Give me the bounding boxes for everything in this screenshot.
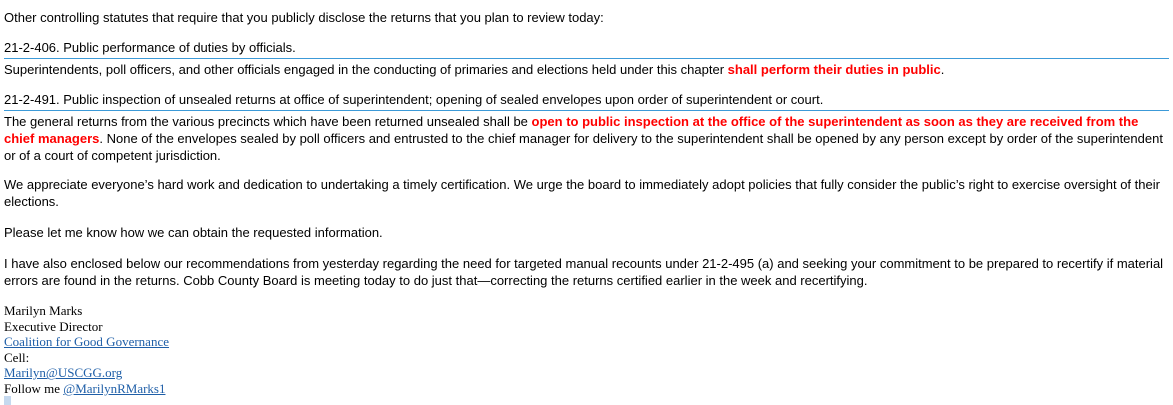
statute-406 (4, 39, 1169, 78)
appreciate-paragraph: We appreciate everyone’s hard work and dedication to undertaking a timely certification. We urge the board to immediately adopt policies that fully consider the public’s right to exercise oversight of their elections. (4, 177, 1160, 209)
intro-text: Other controlling statutes that require that you publicly disclose the returns that you plan to review today: (4, 10, 604, 25)
statute-491-text-after: . None of the envelopes sealed by poll officers and entrusted to the chief manager for delivery to the superintendent shall be opened by any person except by order of the superintendent or of a court of competent jurisdiction. (4, 131, 1163, 163)
signature-title: Executive Director (4, 318, 103, 334)
text-cursor (4, 396, 11, 405)
statute-406-heading: 21-2-406. Public performance of duties by officials. (4, 40, 296, 55)
follow-label: Follow me (4, 380, 64, 396)
divider (4, 110, 1169, 111)
statute-406-text (4, 61, 1169, 78)
signature-name: Marilyn Marks (4, 303, 83, 318)
cell-label: Cell: (4, 349, 30, 365)
request-paragraph: Please let me know how we can obtain the requested information. (4, 225, 383, 240)
signature-block (4, 303, 1169, 397)
follow-line (4, 381, 1169, 397)
organization-link[interactable]: Coalition for Good Governance (4, 334, 169, 350)
statute-491-text-before: The general returns from the various precincts which have been returned unsealed shall be (4, 114, 532, 129)
statute-491-text (4, 113, 1169, 164)
statute-406-text-after: . (940, 62, 945, 77)
statute-406-highlight: shall perform their duties in public (727, 62, 941, 77)
statute-491-heading: 21-2-491. Public inspection of unsealed returns at office of superintendent; opening of sealed envelopes upon order of superintendent or court. (4, 92, 824, 107)
divider (4, 58, 1169, 59)
statute-406-text-before: Superintendents, poll officers, and other officials engaged in the conducting of primaries and elections held under this chapter (4, 62, 728, 77)
twitter-link[interactable]: @MarilynRMarks1 (63, 380, 166, 396)
email-link[interactable]: Marilyn@USCGG.org (4, 365, 123, 381)
statute-491 (4, 91, 1169, 164)
enclosed-paragraph: I have also enclosed below our recommendations from yesterday regarding the need for targeted manual recounts under 21-2-495 (a) and seeking your commitment to be prepared to recertify if material errors are found in the returns. Cobb County Board is meeting today to do just that—correcting the returns certified earlier in the week and recertifying. (4, 256, 1164, 288)
statute-491-highlight: open to public inspection at the office of the superintendent as soon as they are received from the chief managers (4, 114, 1139, 146)
